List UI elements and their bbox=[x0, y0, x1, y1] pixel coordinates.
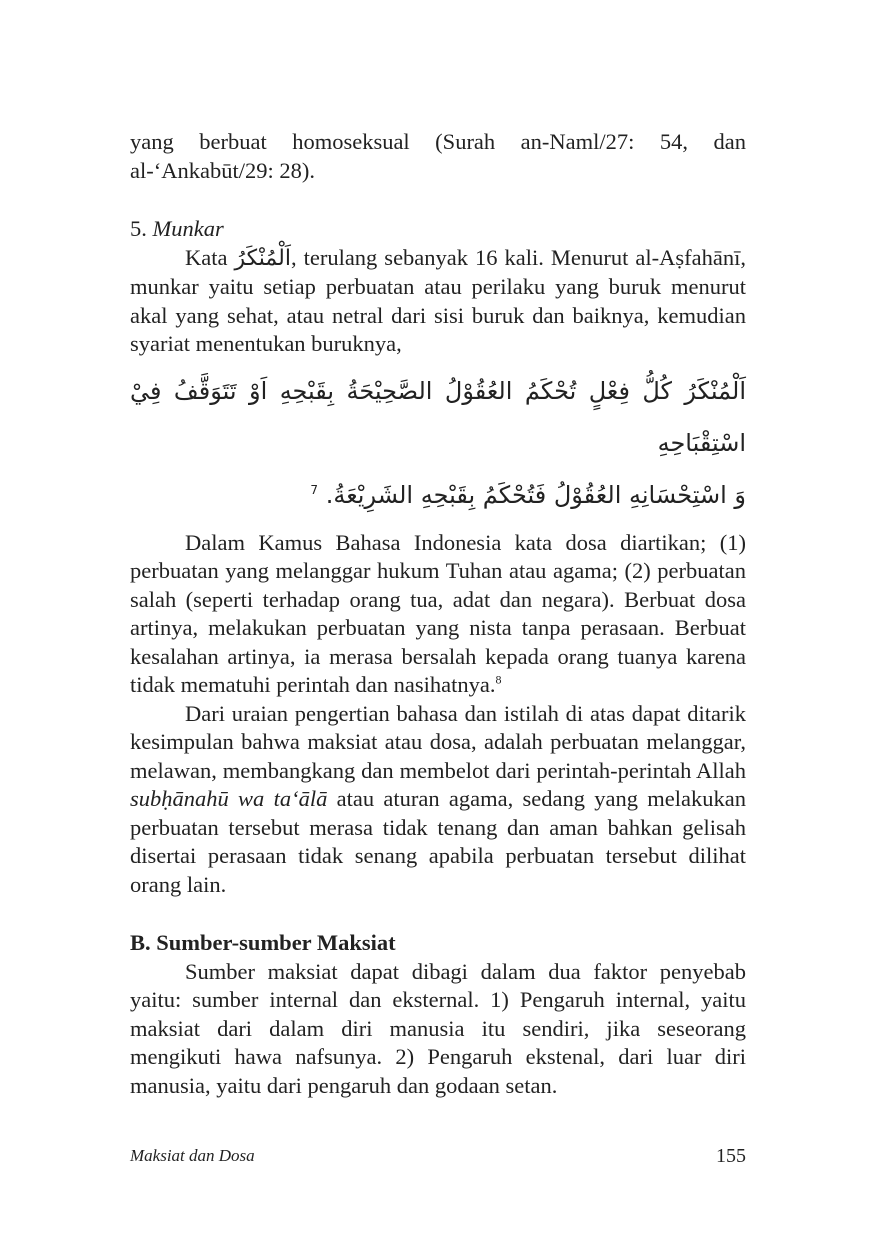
subsection-heading-munkar bbox=[130, 215, 746, 244]
conclusion-text-b: atau aturan agama, sedang yang melakukan perbuatan tersebut merasa tidak tenang dan aman bahkan gelisah disertai perasaan tidak senang apabila perbuatan tersebut dilihat orang lain. bbox=[130, 786, 746, 897]
arabic-line-1: اَلْمُنْكَرُ كُلُّ فِعْلٍ تُحْكَمُ العُقُوْلُ الصَّحِيْحَةُ بِقَبْحِهِ اَوْ تَتَوَقَّفُ فِيْ اسْتِقْبَاحِهِ bbox=[130, 376, 746, 457]
intro-paragraph: yang berbuat homoseksual (Surah an-Naml/27: 54, dan al-‘Ankabūt/29: 28). bbox=[130, 129, 746, 183]
munkar-definition-paragraph bbox=[130, 244, 746, 359]
inline-arabic-term: اَلْمُنْكَرُ bbox=[234, 245, 291, 271]
running-footer-title: Maksiat dan Dosa bbox=[130, 1146, 255, 1165]
page-body bbox=[130, 128, 746, 1100]
page-number: 155 bbox=[716, 1145, 746, 1167]
kata-suffix: , terulang sebanyak 16 kali. Menurut al-Aṣfahānī, munkar yaitu setiap perbuatan atau perilaku yang buruk menurut akal yang sehat, atau netral dari sisi buruk dan baiknya, kemudian syariat menentukan buruknya, bbox=[130, 244, 746, 356]
arabic-line-2: وَ اسْتِحْسَانِهِ العُقُوْلُ فَتُحْكَمُ بِقَبْحِهِ الشَرِيْعَةُ. bbox=[325, 480, 746, 509]
kata-prefix: Kata bbox=[185, 244, 235, 270]
footnote-ref-8: 8 bbox=[495, 672, 502, 687]
arabic-line-2-wrap bbox=[130, 469, 746, 521]
conclusion-italic-phrase: subḥānahū wa ta‘ālā bbox=[130, 786, 328, 811]
arabic-quotation bbox=[130, 365, 746, 521]
subsection-title: Munkar bbox=[152, 216, 224, 241]
subsection-number: 5. bbox=[130, 216, 147, 241]
kamus-text: Dalam Kamus Bahasa Indonesia kata dosa diartikan; (1) perbuatan yang melanggar hukum Tuhan atau agama; (2) perbuatan salah (seperti terhadap orang tua, adat dan negara). Berbuat dosa artinya, melakukan perbuatan yang nista tanpa perasaan. Berbuat kesalahan artinya, ia merasa bersalah kepada orang tuanya karena tidak mematuhi perintah dan nasihatnya. bbox=[130, 529, 746, 697]
footnote-ref-7: 7 bbox=[310, 482, 319, 497]
conclusion-paragraph bbox=[130, 700, 746, 900]
section-heading-b: B. Sumber-sumber Maksiat bbox=[130, 930, 396, 955]
conclusion-text-a: Dari uraian pengertian bahasa dan istilah di atas dapat ditarik kesimpulan bahwa maksiat atau dosa, adalah perbuatan melanggar, melawan, membangkang dan membelot dari perintah-perintah Allah bbox=[130, 700, 746, 783]
kamus-paragraph bbox=[130, 529, 746, 700]
sumber-paragraph: Sumber maksiat dapat dibagi dalam dua faktor penyebab yaitu: sumber internal dan eksternal. 1) Pengaruh internal, yaitu maksiat dari dalam diri manusia itu sendiri, jika seseorang mengikuti hawa nafsunya. 2) Pengaruh ekstenal, dari luar diri manusia, yaitu dari pengaruh dan godaan setan. bbox=[130, 958, 746, 1098]
